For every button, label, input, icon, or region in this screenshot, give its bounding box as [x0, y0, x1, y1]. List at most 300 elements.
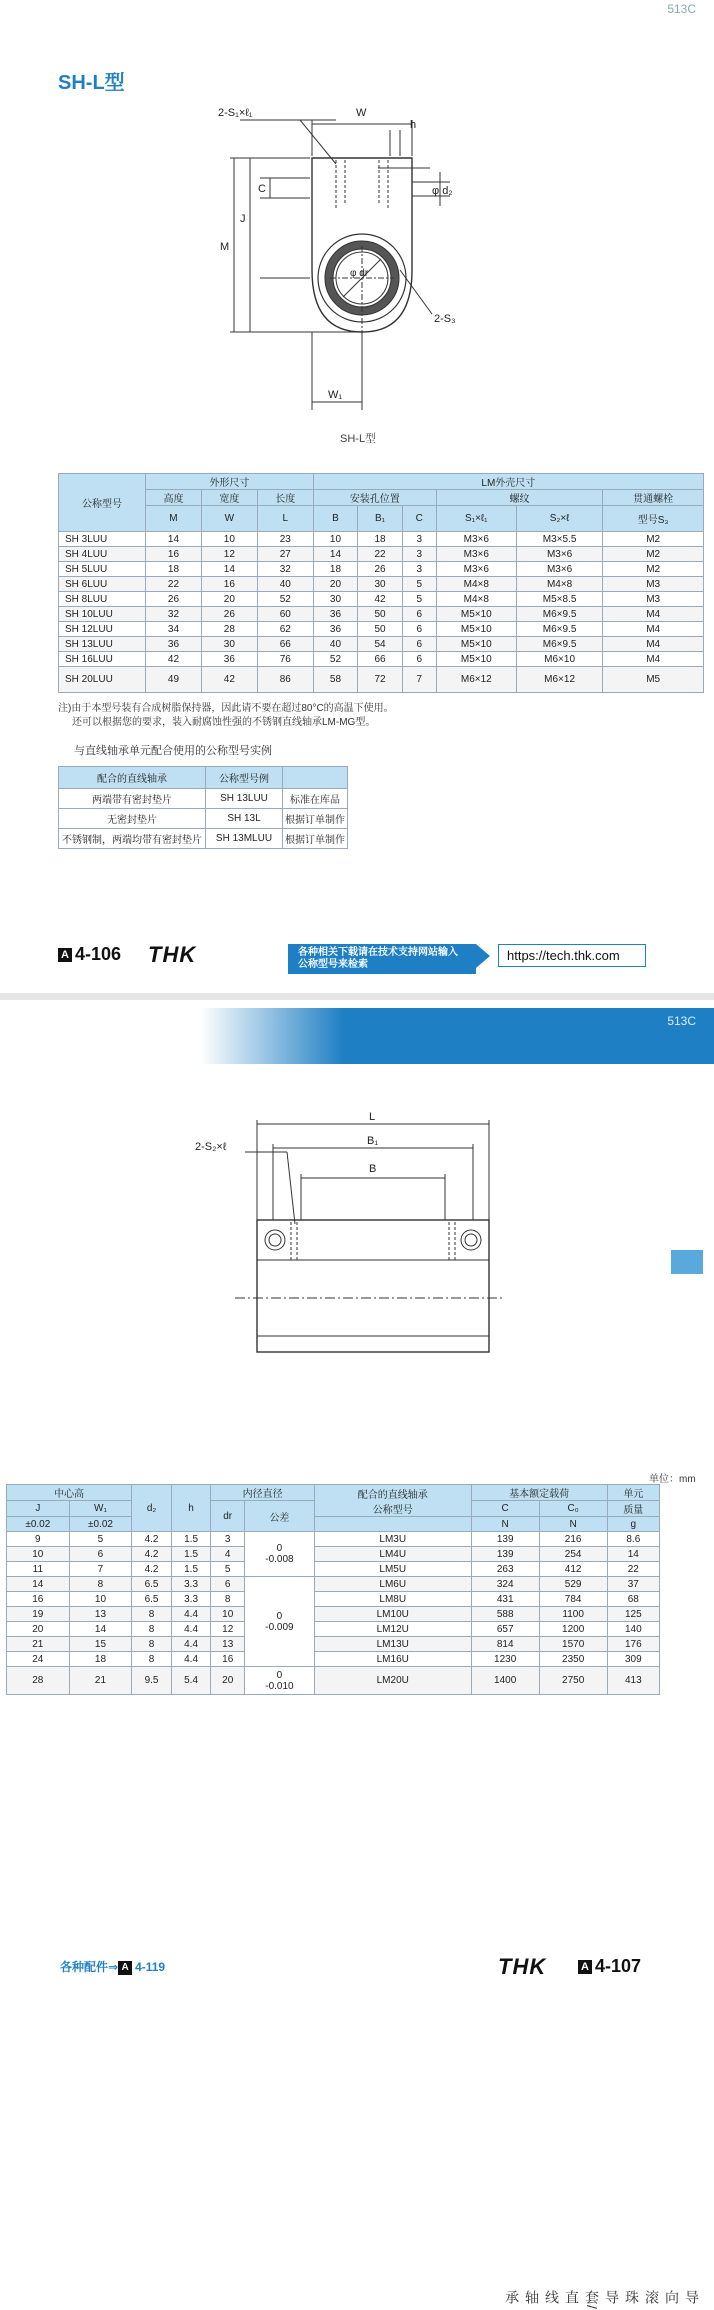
table-cell: 50 [358, 607, 403, 622]
table-cell: 22 [146, 577, 202, 592]
table-cell: 1100 [539, 1607, 607, 1622]
table-cell: 7 [69, 1562, 132, 1577]
table-cell: SH 13MLUU [206, 829, 283, 849]
table-row [59, 809, 348, 829]
col-c: C [471, 1501, 539, 1517]
table-cell: 588 [471, 1607, 539, 1622]
table-row [59, 562, 704, 577]
dim-w-label: W [356, 107, 367, 119]
table-cell: 9 [7, 1532, 70, 1547]
table-cell: LM4U [314, 1547, 471, 1562]
table-cell: M3 [603, 577, 704, 592]
table-cell: 54 [358, 637, 403, 652]
table-cell: 784 [539, 1592, 607, 1607]
col-outer: 外形尺寸 [146, 474, 314, 490]
table-cell: 根据订单制作 [283, 809, 348, 829]
table-cell: 10 [313, 532, 358, 547]
tolerance-lower: -0.010 [265, 1680, 294, 1692]
col-bolt: 贯通螺栓 [603, 490, 704, 506]
table-cell: 8 [211, 1592, 245, 1607]
example-title: 与直线轴承单元配合使用的公称型号实例 [74, 745, 272, 757]
col-center-height: 中心高 [7, 1485, 132, 1501]
table-cell: M5×10 [436, 652, 516, 667]
banner-arrow-icon [476, 944, 490, 968]
table-cell: 125 [607, 1607, 659, 1622]
section-a-icon: A [118, 1961, 132, 1975]
table-cell: 3.3 [171, 1592, 211, 1607]
table-cell: 16 [211, 1652, 245, 1667]
table-cell: 28 [201, 622, 257, 637]
table-cell: LM5U [314, 1562, 471, 1577]
table-cell: 254 [539, 1547, 607, 1562]
table-cell: 139 [471, 1532, 539, 1547]
table-cell: M6×12 [516, 667, 602, 693]
accessories-link-page: 4-119 [135, 1960, 166, 1974]
table-cell: M6×10 [516, 652, 602, 667]
dim-d2-label: φ d₂ [432, 185, 453, 197]
thk-logo: THK [498, 1954, 547, 1979]
col-lm-bearing [314, 1485, 471, 1517]
table-cell: 2750 [539, 1667, 607, 1695]
accessories-link[interactable] [60, 1958, 165, 1975]
table-cell: 6 [69, 1547, 132, 1562]
table-cell: 10 [201, 532, 257, 547]
mounting-table-body [7, 1532, 660, 1695]
table-cell: 36 [146, 637, 202, 652]
col-lm-blank [314, 1517, 471, 1532]
table-cell: M5 [603, 667, 704, 693]
col-width: 宽度 [201, 490, 257, 506]
table-cell: 标准在库品 [283, 789, 348, 809]
table-cell: 30 [201, 637, 257, 652]
table-cell: 40 [257, 577, 313, 592]
table-cell: 49 [146, 667, 202, 693]
dim-c-label: C [258, 183, 266, 195]
table-row [7, 1607, 660, 1622]
table-cell: 3.3 [171, 1577, 211, 1592]
dim-m-label: M [220, 241, 230, 253]
dim-h-label: h [410, 119, 417, 131]
table-cell: 18 [146, 562, 202, 577]
table-cell: 36 [313, 607, 358, 622]
table-cell: LM12U [314, 1622, 471, 1637]
table-cell: 28 [7, 1667, 70, 1695]
table-cell: 20 [313, 577, 358, 592]
col-c0-unit: N [539, 1517, 607, 1532]
table-cell: LM8U [314, 1592, 471, 1607]
table-cell: 32 [257, 562, 313, 577]
dim-b-label: B [369, 1163, 377, 1175]
table-cell: 14 [313, 547, 358, 562]
tolerance-cell [245, 1667, 315, 1695]
col-height: 高度 [146, 490, 202, 506]
table-cell: 20 [7, 1622, 70, 1637]
header-gradient-bar [200, 1008, 714, 1064]
table-cell: 86 [257, 667, 313, 693]
col-bore: 内径直径 [211, 1485, 314, 1501]
support-url-link[interactable]: https://tech.thk.com [498, 944, 646, 967]
table-cell: 3 [402, 562, 436, 577]
col-s2: S₂×ℓ [516, 506, 602, 532]
catalog-page-4-107 [0, 1000, 714, 2310]
table-cell: 6.5 [132, 1577, 172, 1592]
table-cell: 3 [402, 547, 436, 562]
table-cell: M3×6 [516, 562, 602, 577]
table-cell: M6×12 [436, 667, 516, 693]
tolerance-lower: -0.008 [265, 1554, 294, 1565]
table-cell: 6 [402, 637, 436, 652]
example-table [58, 766, 348, 849]
table-cell: 26 [146, 592, 202, 607]
table-cell: 14 [607, 1547, 659, 1562]
table-cell: 13 [69, 1607, 132, 1622]
table-cell: 8 [69, 1577, 132, 1592]
table-cell: M5×10 [436, 607, 516, 622]
col-c-unit: N [471, 1517, 539, 1532]
table-cell: 27 [257, 547, 313, 562]
table-row [59, 667, 704, 693]
table-cell: 10 [211, 1607, 245, 1622]
table-cell: 4.4 [171, 1637, 211, 1652]
table-cell: 1.5 [171, 1547, 211, 1562]
table-row [59, 532, 704, 547]
table-cell: M4×8 [516, 577, 602, 592]
table-cell: 8.6 [607, 1532, 659, 1547]
ex-col-note [283, 767, 348, 789]
table-cell: 76 [257, 652, 313, 667]
table-cell: 814 [471, 1637, 539, 1652]
table-cell: 42 [146, 652, 202, 667]
tolerance-lower: -0.009 [265, 1621, 294, 1633]
table-cell: 52 [257, 592, 313, 607]
side-tab-marker [671, 1250, 703, 1274]
page-title: SH-L型 [58, 72, 125, 94]
table-cell: 12 [211, 1622, 245, 1637]
dim-s2-label: 2-S₂×ℓ [195, 1141, 227, 1153]
table-cell: 8 [132, 1637, 172, 1652]
table-cell: 413 [607, 1667, 659, 1695]
side-view-drawing [195, 1110, 515, 1360]
table-cell: 不锈钢制，两端均带有密封垫片 [59, 829, 206, 849]
dim-w1-label: W₁ [328, 389, 343, 401]
table-cell: M2 [603, 532, 704, 547]
col-c0: C₀ [539, 1501, 607, 1517]
table-cell: 36 [313, 622, 358, 637]
table-cell: M2 [603, 547, 704, 562]
table-cell: 6 [402, 622, 436, 637]
table-cell: 16 [7, 1592, 70, 1607]
table-cell: 216 [539, 1532, 607, 1547]
table-cell: SH 12LUU [59, 622, 146, 637]
table-cell: 1230 [471, 1652, 539, 1667]
table-cell: LM16U [314, 1652, 471, 1667]
table-cell: 32 [146, 607, 202, 622]
table-cell: 18 [358, 532, 403, 547]
table-cell: M4 [603, 622, 704, 637]
spec-table-dimensions [58, 473, 704, 693]
table-cell: LM13U [314, 1637, 471, 1652]
col-mount: 安装孔位置 [313, 490, 436, 506]
col-tol: 公差 [245, 1501, 315, 1532]
col-w1-tol: ±0.02 [69, 1517, 132, 1532]
section-a-icon: A [578, 1960, 592, 1974]
tolerance-cell [245, 1532, 315, 1577]
col-l: L [257, 506, 313, 532]
note-2: 还可以根据您的要求，装入耐腐蚀性强的不锈钢直线轴承LM-MG型。 [72, 717, 376, 728]
table-cell: 30 [358, 577, 403, 592]
tolerance-upper: 0 [276, 1669, 283, 1681]
table-cell: SH 3LUU [59, 532, 146, 547]
unit-label: 单位：mm [649, 1474, 696, 1485]
table-cell: 26 [201, 607, 257, 622]
table-row [59, 652, 704, 667]
col-w1: W₁ [69, 1501, 132, 1517]
table-cell: 14 [201, 562, 257, 577]
table-cell: 309 [607, 1652, 659, 1667]
table-cell: 4.4 [171, 1652, 211, 1667]
table-cell: 2350 [539, 1652, 607, 1667]
table-cell: 3 [211, 1532, 245, 1547]
col-dr: dr [211, 1501, 245, 1532]
table-row [7, 1592, 660, 1607]
footer-page-number: 4-106 [75, 944, 122, 964]
table-cell: 根据订单制作 [283, 829, 348, 849]
table-cell: SH 8LUU [59, 592, 146, 607]
dim-j-label: J [240, 213, 246, 225]
table-cell: M5×8.5 [516, 592, 602, 607]
table-cell: 1200 [539, 1622, 607, 1637]
col-lm-bearing-line1: 配合的直线轴承 [357, 1489, 428, 1501]
figure-caption: SH-L型 [340, 433, 377, 445]
table-cell: 66 [257, 637, 313, 652]
dim-dr-label: φ dr [350, 268, 369, 279]
table-cell: 两端带有密封垫片 [59, 789, 206, 809]
table-cell: LM3U [314, 1532, 471, 1547]
col-s3: 型号S₃ [603, 506, 704, 532]
table-cell: 24 [7, 1652, 70, 1667]
table-cell: 34 [146, 622, 202, 637]
table-row [59, 622, 704, 637]
support-banner[interactable] [288, 944, 476, 974]
table-cell: 37 [607, 1577, 659, 1592]
table-cell: 50 [358, 622, 403, 637]
table-cell: LM10U [314, 1607, 471, 1622]
table-cell: 12 [201, 547, 257, 562]
table-cell: 4.2 [132, 1547, 172, 1562]
table-row [7, 1652, 660, 1667]
table-cell: 4.4 [171, 1607, 211, 1622]
table-row [59, 637, 704, 652]
table-cell: 68 [607, 1592, 659, 1607]
table-cell: 无密封垫片 [59, 809, 206, 829]
table-cell: 6 [402, 607, 436, 622]
table-row [59, 829, 348, 849]
sh-l-drawing [200, 100, 500, 410]
table-cell: 5 [402, 577, 436, 592]
table-cell: 3 [402, 532, 436, 547]
table-cell: SH 13LUU [206, 789, 283, 809]
table-cell: SH 13L [206, 809, 283, 829]
table-cell: 412 [539, 1562, 607, 1577]
table-cell: M5×10 [436, 637, 516, 652]
col-c: C [402, 506, 436, 532]
footer-page-number: 4-107 [595, 1956, 642, 1976]
table-cell: 176 [607, 1637, 659, 1652]
table-cell: 6 [211, 1577, 245, 1592]
table-cell: 21 [7, 1637, 70, 1652]
table-cell: 11 [7, 1562, 70, 1577]
table-cell: 8 [132, 1652, 172, 1667]
table-cell: 18 [313, 562, 358, 577]
tolerance-upper: 0 [276, 1610, 283, 1622]
spec-table-body [59, 532, 704, 693]
table-cell: 16 [201, 577, 257, 592]
table-cell: 4 [211, 1547, 245, 1562]
banner-line-2: 公称型号来检索 [298, 959, 368, 970]
table-cell: 431 [471, 1592, 539, 1607]
table-cell: M5×10 [436, 622, 516, 637]
table-cell: 7 [402, 667, 436, 693]
table-cell: 263 [471, 1562, 539, 1577]
col-load: 基本额定载荷 [471, 1485, 607, 1501]
table-cell: M4 [603, 637, 704, 652]
spec-table-mounting [6, 1484, 660, 1695]
table-cell: 22 [358, 547, 403, 562]
table-cell: SH 5LUU [59, 562, 146, 577]
table-cell: 10 [69, 1592, 132, 1607]
page-code: 513C [667, 1014, 696, 1028]
table-cell: M4 [603, 607, 704, 622]
table-cell: 1570 [539, 1637, 607, 1652]
table-cell: M4×8 [436, 592, 516, 607]
table-cell: 5 [211, 1562, 245, 1577]
dim-b1-label: B₁ [367, 1135, 379, 1147]
table-cell: M6×9.5 [516, 607, 602, 622]
footer-page-ref [58, 944, 121, 965]
table-cell: 21 [69, 1667, 132, 1695]
col-h: h [171, 1485, 211, 1532]
table-row [59, 592, 704, 607]
note-1: 注)由于本型号装有合成树脂保持器，因此请不要在超过80°C的高温下使用。 [58, 703, 394, 714]
table-cell: 14 [7, 1577, 70, 1592]
col-mass-unit: g [607, 1517, 659, 1532]
col-j: J [7, 1501, 70, 1517]
table-cell: M6×9.5 [516, 637, 602, 652]
table-cell: 42 [201, 667, 257, 693]
table-cell: 14 [69, 1622, 132, 1637]
side-tab-label: 导向滚珠导套/直线轴承 [504, 2290, 700, 2310]
thk-logo: THK [148, 942, 197, 967]
footer-page-ref [578, 1956, 641, 1977]
table-cell: LM6U [314, 1577, 471, 1592]
table-cell: 5 [402, 592, 436, 607]
table-cell: 8 [132, 1607, 172, 1622]
table-cell: 9.5 [132, 1667, 172, 1695]
table-row [7, 1562, 660, 1577]
table-cell: 36 [201, 652, 257, 667]
table-cell: SH 13LUU [59, 637, 146, 652]
col-m: M [146, 506, 202, 532]
table-cell: 6 [402, 652, 436, 667]
table-cell: 657 [471, 1622, 539, 1637]
table-cell: 72 [358, 667, 403, 693]
table-cell: 10 [7, 1547, 70, 1562]
table-cell: 1.5 [171, 1532, 211, 1547]
col-s1: S₁×ℓ₁ [436, 506, 516, 532]
table-cell: 60 [257, 607, 313, 622]
table-cell: 66 [358, 652, 403, 667]
table-cell: SH 4LUU [59, 547, 146, 562]
table-cell: 13 [211, 1637, 245, 1652]
table-row [59, 607, 704, 622]
tolerance-upper: 0 [276, 1543, 283, 1554]
table-cell: 30 [313, 592, 358, 607]
table-cell: 4.2 [132, 1532, 172, 1547]
table-row [7, 1547, 660, 1562]
table-cell: M3×6 [436, 547, 516, 562]
table-cell: 42 [358, 592, 403, 607]
table-cell: M4×8 [436, 577, 516, 592]
table-cell: 16 [146, 547, 202, 562]
table-cell: M3×6 [436, 562, 516, 577]
col-b: B [313, 506, 358, 532]
table-cell: SH 10LUU [59, 607, 146, 622]
table-cell: 58 [313, 667, 358, 693]
table-cell: 324 [471, 1577, 539, 1592]
table-row [7, 1637, 660, 1652]
col-b1: B₁ [358, 506, 403, 532]
col-mass-2: 质量 [607, 1501, 659, 1517]
section-a-icon: A [58, 948, 72, 962]
table-cell: 5 [69, 1532, 132, 1547]
table-row [59, 789, 348, 809]
table-cell: SH 20LUU [59, 667, 146, 693]
page-code: 513C [667, 2, 696, 16]
page-separator [0, 993, 714, 1000]
table-cell: 140 [607, 1622, 659, 1637]
col-j-tol: ±0.02 [7, 1517, 70, 1532]
col-model: 公称型号 [59, 474, 146, 532]
table-cell: LM20U [314, 1667, 471, 1695]
ex-col-model: 公称型号例 [206, 767, 283, 789]
col-lm: LM外壳尺寸 [313, 474, 703, 490]
table-cell: M3×6 [516, 547, 602, 562]
table-row [7, 1622, 660, 1637]
table-cell: 18 [69, 1652, 132, 1667]
table-cell: 20 [201, 592, 257, 607]
table-cell: 4.4 [171, 1622, 211, 1637]
table-cell: SH 6LUU [59, 577, 146, 592]
tolerance-cell [245, 1577, 315, 1667]
table-cell: 529 [539, 1577, 607, 1592]
table-cell: M3×6 [436, 532, 516, 547]
table-cell: 22 [607, 1562, 659, 1577]
table-row [59, 577, 704, 592]
table-cell: M3 [603, 592, 704, 607]
col-mass: 单元 [607, 1485, 659, 1501]
example-table-body [59, 789, 348, 849]
table-cell: 5.4 [171, 1667, 211, 1695]
table-cell: 6.5 [132, 1592, 172, 1607]
col-w: W [201, 506, 257, 532]
table-cell: 26 [358, 562, 403, 577]
table-cell: M2 [603, 562, 704, 577]
table-row [7, 1577, 660, 1592]
table-cell: 8 [132, 1622, 172, 1637]
dim-s1-label: 2-S₁×ℓ₁ [218, 107, 253, 119]
col-lm-bearing-line2: 公称型号 [372, 1504, 413, 1516]
table-cell: 19 [7, 1607, 70, 1622]
